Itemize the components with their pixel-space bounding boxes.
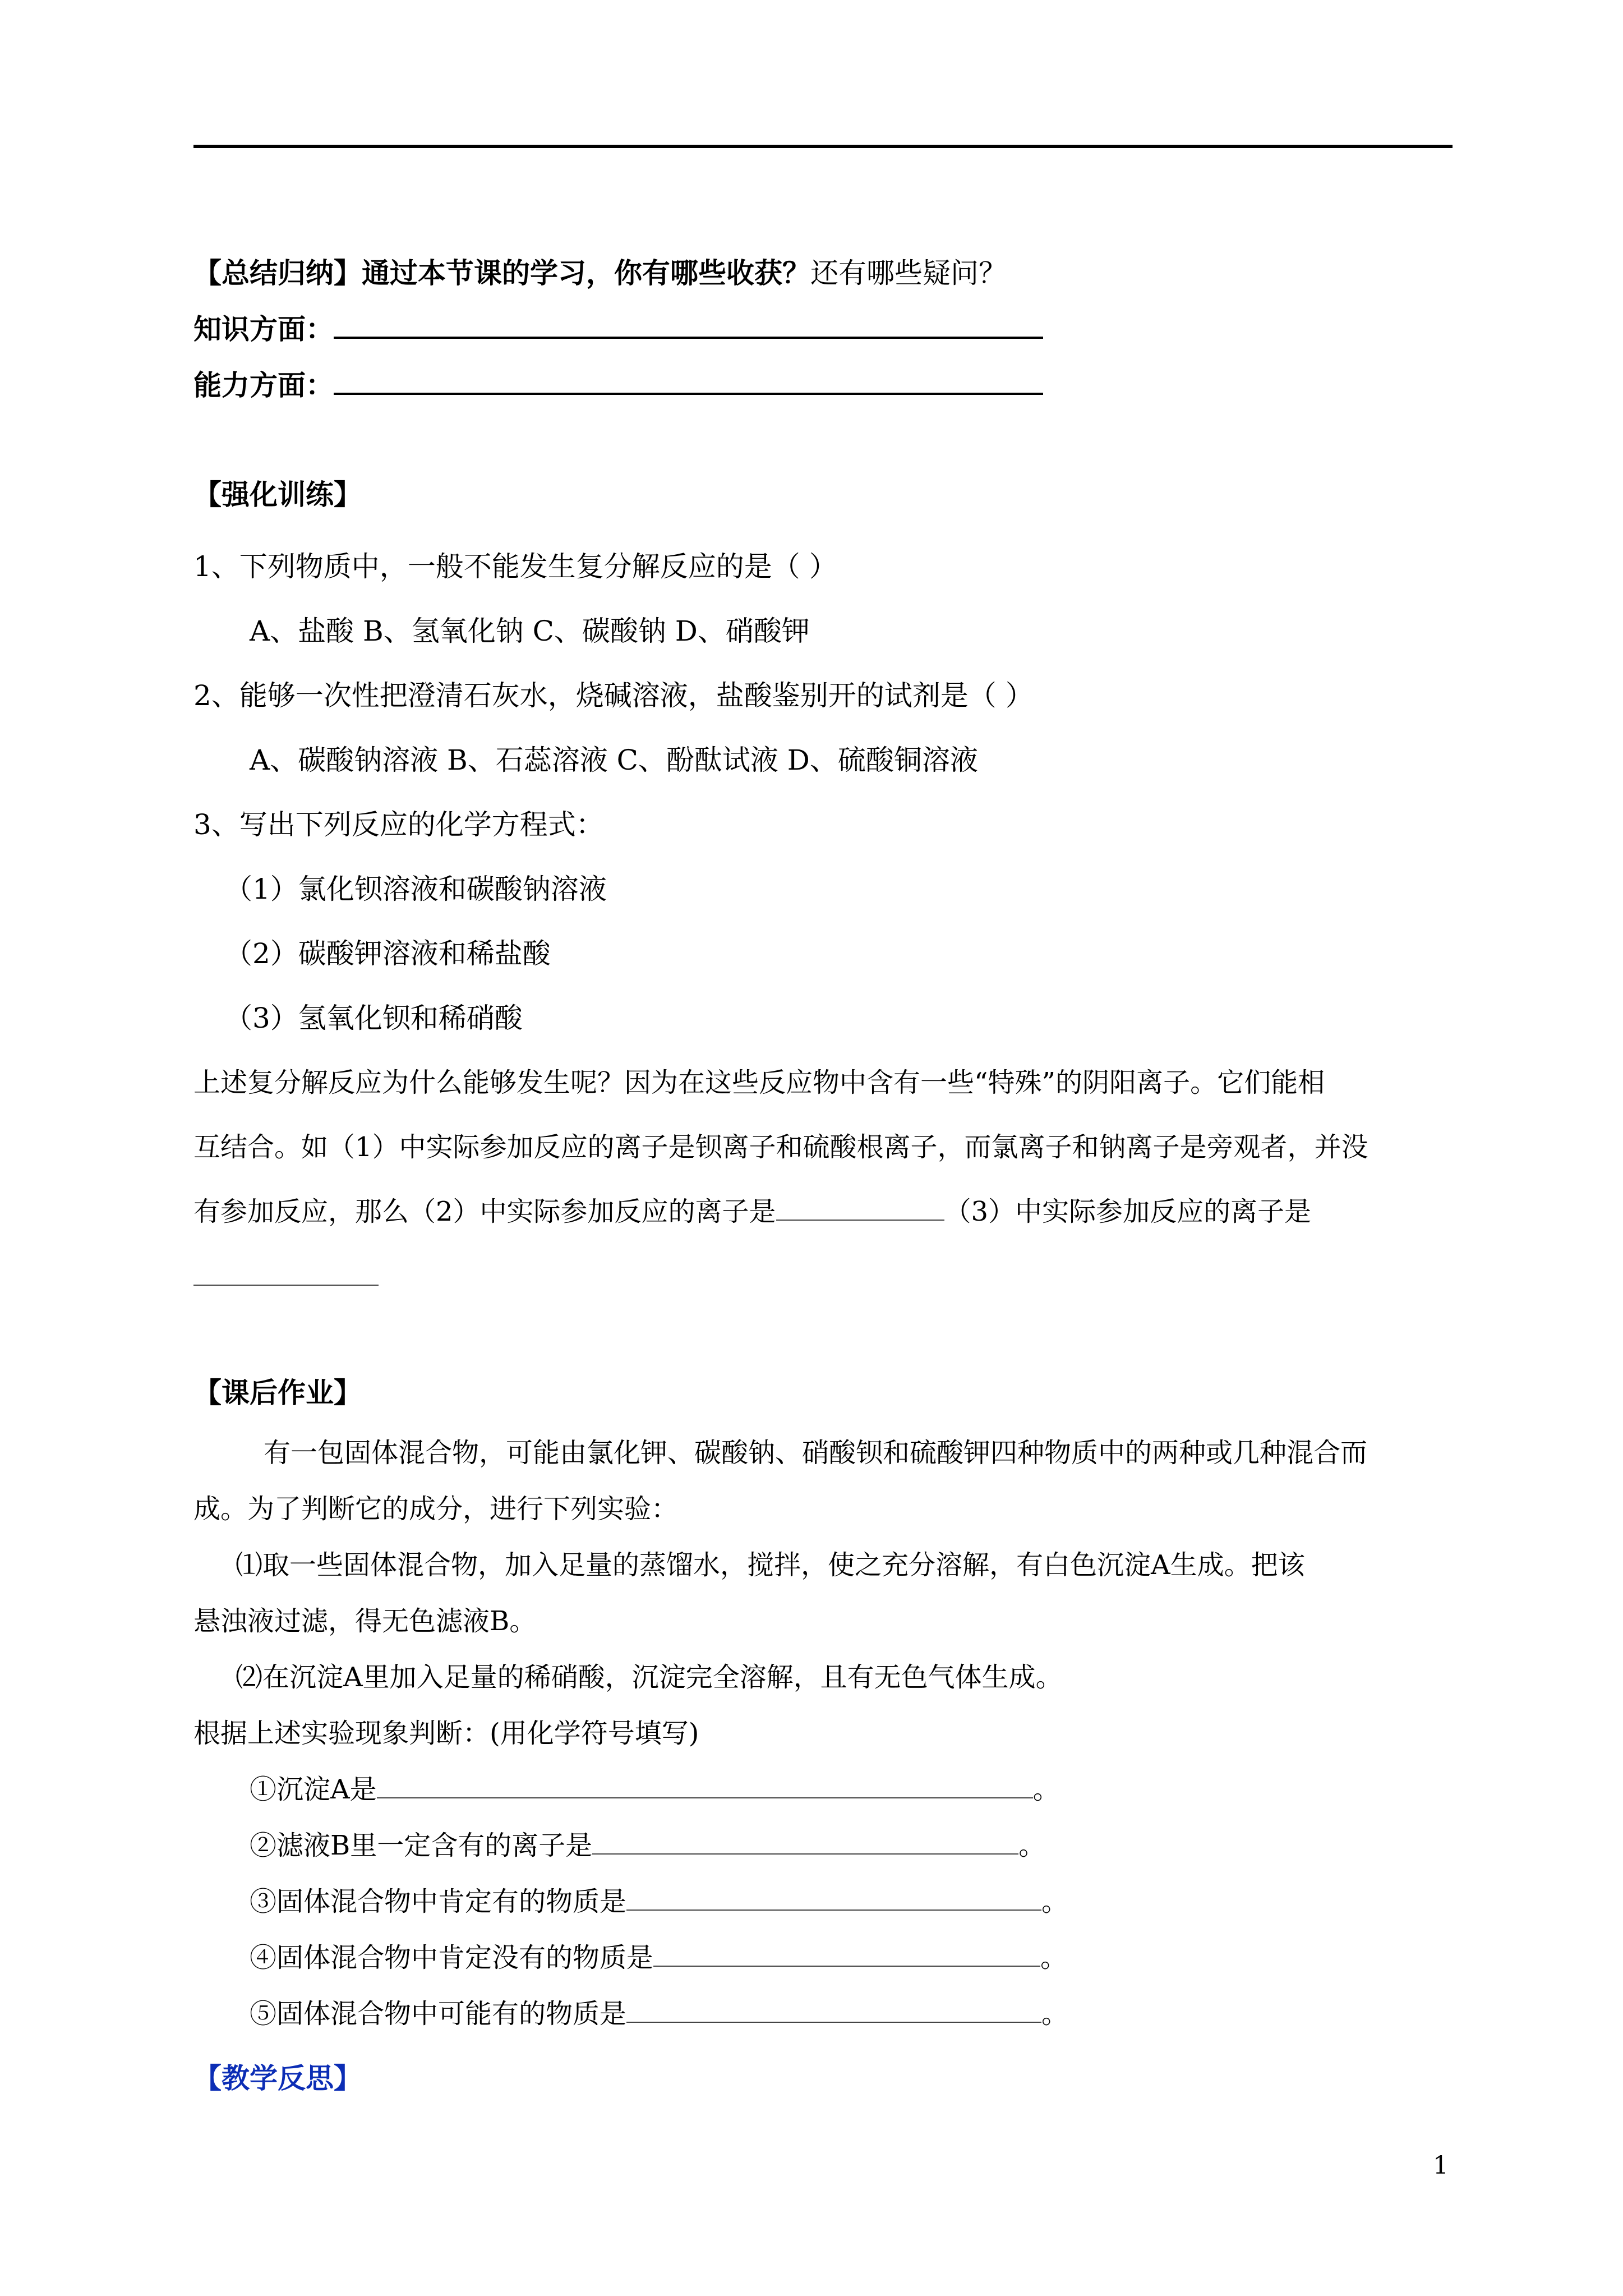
ability-line — [193, 365, 1043, 405]
answer-2-blank[interactable] — [592, 1826, 1018, 1855]
answer-4-end: 。 — [1040, 1942, 1068, 1973]
question-1: 1、下列物质中，一般不能发生复分解反应的是（ ） — [193, 550, 837, 583]
summary-heading: 【总结归纳】 — [193, 257, 362, 289]
training-heading: 【强化训练】 — [193, 478, 362, 511]
ions-2-blank[interactable] — [776, 1193, 944, 1221]
paragraph-line-3 — [193, 1192, 1311, 1231]
ions-3-blank[interactable] — [193, 1258, 379, 1286]
answer-1-label: ①沉淀A是 — [250, 1774, 377, 1805]
answer-1-end: 。 — [1032, 1774, 1060, 1805]
homework-judge: 根据上述实验现象判断：(用化学符号填写) — [193, 1718, 699, 1749]
answer-3 — [250, 1882, 1068, 1921]
knowledge-line — [193, 309, 1043, 349]
answer-1-blank[interactable] — [377, 1770, 1033, 1798]
question-2-options: A、碳酸钠溶液 B、石蕊溶液 C、酚酞试液 D、硫酸铜溶液 — [250, 744, 978, 776]
homework-step-2: ⑵在沉淀A里加入足量的稀硝酸，沉淀完全溶解，且有无色气体生成。 — [236, 1662, 1063, 1693]
answer-5 — [250, 1994, 1068, 2033]
page-number: 1 — [1433, 2151, 1449, 2180]
summary-question: 通过本节课的学习，你有哪些收获？ — [362, 257, 810, 289]
answer-2-end: 。 — [1018, 1830, 1046, 1861]
summary-line — [193, 254, 1007, 293]
answer-3-label: ③固体混合物中肯定有的物质是 — [250, 1886, 627, 1917]
answer-1 — [250, 1770, 1060, 1809]
knowledge-label: 知识方面： — [193, 313, 334, 346]
answer-5-blank[interactable] — [626, 1995, 1041, 2023]
header-rule — [193, 145, 1453, 148]
knowledge-blank[interactable] — [334, 309, 1043, 339]
question-3-item-1: （1）氯化钡溶液和碳酸钠溶液 — [224, 873, 607, 905]
answer-3-blank[interactable] — [626, 1883, 1041, 1911]
answer-4 — [250, 1938, 1067, 1977]
paragraph-line-3-end: （3）中实际参加反应的离子是 — [944, 1196, 1312, 1227]
answer-2-label: ②滤液B里一定含有的离子是 — [250, 1830, 593, 1861]
homework-step-1: ⑴取一些固体混合物，加入足量的蒸馏水，搅拌，使之充分溶解，有白色沉淀A生成。把该 — [236, 1549, 1305, 1581]
homework-intro-2: 成。为了判断它的成分，进行下列实验： — [193, 1493, 679, 1525]
answer-5-label: ⑤固体混合物中可能有的物质是 — [250, 1998, 627, 2030]
homework-step-1b: 悬浊液过滤，得无色滤液B。 — [193, 1605, 537, 1637]
answer-5-end: 。 — [1041, 1998, 1069, 2030]
answer-3-end: 。 — [1041, 1886, 1069, 1917]
paragraph-line-1: 上述复分解反应为什么能够发生呢？因为在这些反应物中含有一些“特殊”的阴阳离子。它们能相 — [193, 1067, 1325, 1098]
paragraph-line-3-start: 有参加反应，那么（2）中实际参加反应的离子是 — [193, 1196, 776, 1227]
summary-question-rest: 还有哪些疑问？ — [810, 257, 1007, 289]
ability-blank[interactable] — [334, 365, 1043, 395]
reflection-heading: 【教学反思】 — [193, 2062, 362, 2095]
question-3: 3、写出下列反应的化学方程式： — [193, 808, 604, 841]
question-2: 2、能够一次性把澄清石灰水，烧碱溶液，盐酸鉴别开的试剂是（ ） — [193, 679, 1034, 712]
question-3-item-2: （2）碳酸钾溶液和稀盐酸 — [224, 937, 551, 970]
question-1-options: A、盐酸 B、氢氧化钠 C、碳酸钠 D、硝酸钾 — [250, 615, 810, 647]
homework-heading: 【课后作业】 — [193, 1377, 362, 1409]
homework-intro-1: 有一包固体混合物，可能由氯化钾、碳酸钠、硝酸钡和硫酸钾四种物质中的两种或几种混合而 — [264, 1437, 1368, 1469]
answer-4-blank[interactable] — [653, 1939, 1040, 1967]
ions-3-line — [193, 1257, 379, 1296]
answer-2 — [250, 1826, 1045, 1865]
question-3-item-3: （3）氢氧化钡和稀硝酸 — [224, 1002, 523, 1034]
ability-label: 能力方面： — [193, 369, 334, 402]
answer-4-label: ④固体混合物中肯定没有的物质是 — [250, 1942, 654, 1973]
paragraph-line-2: 互结合。如（1）中实际参加反应的离子是钡离子和硫酸根离子，而氯离子和钠离子是旁观者，并没 — [193, 1131, 1368, 1163]
